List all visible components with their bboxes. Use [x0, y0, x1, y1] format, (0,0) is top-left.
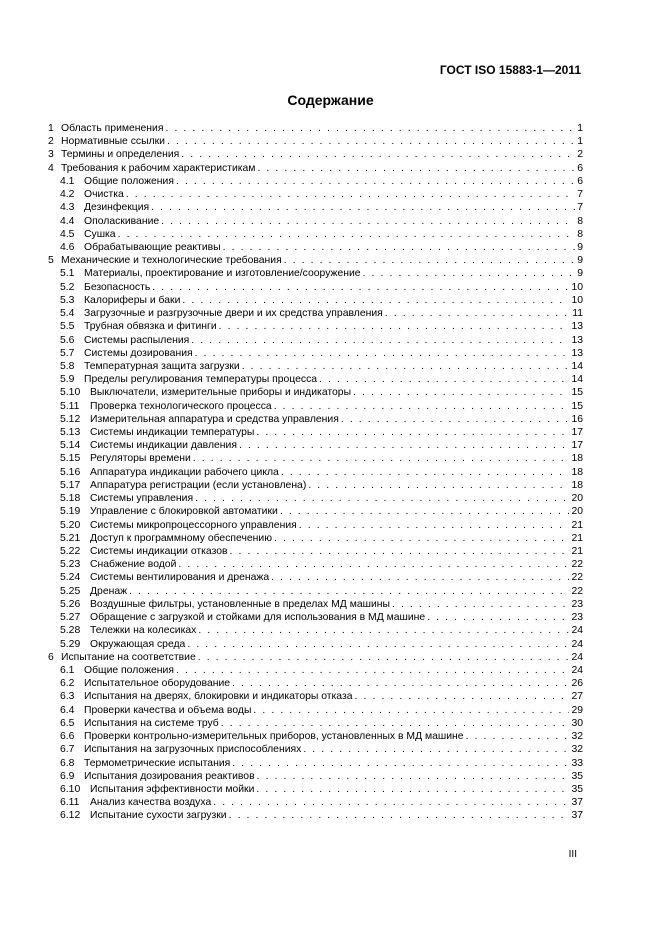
toc-entry-number: 5.20	[60, 519, 81, 531]
toc-dot-leader	[256, 426, 569, 439]
toc-entry-label: Нормативные ссылки	[61, 136, 165, 148]
toc-entry-page: 6	[577, 162, 583, 174]
toc-entry-number: 5.4	[60, 308, 75, 320]
toc-entry-page: 14	[571, 374, 583, 386]
toc-entry-number: 4.3	[60, 202, 75, 214]
toc-entry-label: Тележки на колесиках	[90, 625, 197, 637]
toc-entry-number: 5.27	[60, 612, 81, 624]
toc-entry-label: Дезинфекция	[84, 202, 150, 214]
toc-entry	[48, 254, 583, 267]
toc-dot-leader	[353, 386, 569, 399]
toc-entry	[48, 281, 583, 294]
toc-entry-page: 9	[577, 241, 583, 253]
toc-entry-label: Температурная защита загрузки	[84, 360, 240, 372]
toc-dot-leader	[176, 664, 569, 677]
toc-dot-leader	[182, 294, 569, 307]
toc-entry-number: 5.13	[60, 427, 81, 439]
toc-dot-leader	[319, 373, 569, 386]
toc-dot-leader	[363, 267, 576, 280]
toc-dot-leader	[219, 320, 570, 333]
toc-entry	[48, 717, 583, 730]
toc-entry-label: Испытания на системе труб	[84, 717, 219, 729]
toc-entry	[48, 492, 583, 505]
toc-entry-page: 2	[577, 149, 583, 161]
toc-entry-label: Измерительная аппаратура и средства управления	[90, 413, 339, 425]
toc-entry-label: Испытания на загрузочных приспособлениях	[84, 744, 302, 756]
toc-dot-leader	[221, 717, 570, 730]
toc-entry	[48, 148, 583, 161]
toc-entry-label: Ополаскивание	[84, 215, 160, 227]
toc-entry-label: Системы распыления	[84, 334, 190, 346]
toc-entry-number: 6.1	[60, 664, 75, 676]
toc-entry-page: 30	[571, 717, 583, 729]
toc-entry-number: 5.25	[60, 585, 81, 597]
toc-dot-leader	[213, 796, 569, 809]
toc-entry-page: 23	[571, 612, 583, 624]
toc-entry-label: Испытание сухости загрузки	[90, 810, 227, 822]
toc-entry	[48, 334, 583, 347]
toc-entry-label: Выключатели, измерительные приборы и индикаторы	[90, 387, 352, 399]
toc-entry-label: Механические и технологические требования	[61, 255, 282, 267]
toc-entry-number: 5.17	[60, 479, 81, 491]
toc-entry-label: Доступ к программному обеспечению	[90, 532, 272, 544]
toc-dot-leader	[181, 148, 575, 161]
toc-entry-label: Общие положения	[84, 175, 174, 187]
toc-entry-label: Проверки качества и объема воды	[84, 704, 252, 716]
toc-entry	[48, 770, 583, 783]
toc-entry	[48, 585, 583, 598]
toc-entry-number: 6.5	[60, 717, 75, 729]
toc-dot-leader	[274, 400, 570, 413]
toc-entry-label: Термины и определения	[61, 149, 180, 161]
toc-entry	[48, 267, 583, 280]
toc-dot-leader	[392, 598, 569, 611]
toc-dot-leader	[167, 135, 575, 148]
toc-entry-page: 32	[571, 744, 583, 756]
toc-entry	[48, 704, 583, 717]
toc-entry-number: 4.5	[60, 228, 75, 240]
toc-entry-number: 5.14	[60, 440, 81, 452]
toc-entry-number: 5.5	[60, 321, 75, 333]
toc-entry	[48, 360, 583, 373]
toc-entry-number: 5.23	[60, 559, 81, 571]
toc-entry-label: Испытания дозирования реактивов	[84, 770, 255, 782]
toc-dot-leader	[151, 201, 575, 214]
toc-entry-number: 5.15	[60, 453, 81, 465]
toc-entry-label: Окружающая среда	[90, 638, 186, 650]
toc-entry-label: Воздушные фильтры, установленные в пределах МД машины	[90, 598, 390, 610]
toc-entry-page: 14	[571, 360, 583, 372]
toc-entry	[48, 241, 583, 254]
toc-entry	[48, 122, 583, 135]
toc-entry-label: Испытания эффективности мойки	[90, 783, 255, 795]
toc-entry-label: Проверка технологического процесса	[90, 400, 272, 412]
toc-entry-page: 20	[571, 506, 583, 518]
toc-entry	[48, 307, 583, 320]
toc-entry	[48, 466, 583, 479]
toc-entry-label: Безопасность	[84, 281, 151, 293]
toc-dot-leader	[187, 638, 569, 651]
toc-dot-leader	[229, 809, 570, 822]
toc-entry-number: 4.4	[60, 215, 75, 227]
toc-entry	[48, 757, 583, 770]
toc-entry	[48, 452, 583, 465]
toc-dot-leader	[118, 228, 576, 241]
toc-entry-number: 5.7	[60, 347, 75, 359]
toc-entry-label: Трубная обвязка и фитинги	[84, 321, 217, 333]
toc-entry	[48, 624, 583, 637]
toc-dot-leader	[271, 571, 569, 584]
toc-entry-label: Область применения	[61, 123, 164, 134]
toc-entry-number: 5.6	[60, 334, 75, 346]
toc-entry-page: 26	[571, 678, 583, 690]
toc-entry	[48, 558, 583, 571]
toc-entry	[48, 347, 583, 360]
toc-entry-page: 6	[577, 175, 583, 187]
toc-entry-page: 18	[571, 466, 583, 478]
toc-entry-label: Дренаж	[90, 585, 128, 597]
toc-dot-leader	[257, 770, 570, 783]
toc-entry-label: Требования к рабочим характеристикам	[61, 162, 256, 174]
toc-entry-page: 29	[571, 704, 583, 716]
toc-entry-number: 6.2	[60, 678, 75, 690]
toc-dot-leader	[191, 334, 569, 347]
toc-entry	[48, 519, 583, 532]
toc-dot-leader	[223, 241, 576, 254]
toc-entry-number: 5.19	[60, 506, 81, 518]
toc-dot-leader	[303, 743, 569, 756]
toc-dot-leader	[165, 122, 575, 135]
toc-entry-page: 9	[577, 255, 583, 267]
toc-dot-leader	[198, 624, 569, 637]
toc-entry-page: 21	[571, 519, 583, 531]
toc-entry-label: Аппаратура регистрации (если установлена)	[90, 479, 307, 491]
toc-entry-page: 24	[571, 638, 583, 650]
toc-entry-page: 21	[571, 546, 583, 557]
toc-entry-page: 18	[571, 479, 583, 491]
toc-entry-label: Обращение с загрузкой и стойками для использования в МД машине	[90, 612, 426, 624]
toc-entry	[48, 611, 583, 624]
toc-entry-page: 21	[571, 532, 583, 544]
toc-dot-leader	[129, 585, 569, 598]
toc-entry	[48, 796, 583, 809]
toc-entry-number: 6	[48, 651, 54, 663]
toc-entry	[48, 532, 583, 545]
toc-entry-label: Системы индикации отказов	[90, 546, 228, 557]
toc-entry	[48, 545, 583, 558]
toc-entry-page: 35	[571, 770, 583, 782]
toc-entry-number: 5.2	[60, 281, 75, 293]
toc-entry-label: Системы индикации давления	[90, 440, 237, 452]
toc-entry-number: 4	[48, 162, 54, 174]
toc-entry-page: 8	[577, 215, 583, 227]
toc-entry-number: 5.3	[60, 294, 75, 306]
toc-entry	[48, 188, 583, 201]
toc-entry	[48, 386, 583, 399]
toc-entry	[48, 439, 583, 452]
toc-dot-leader	[281, 466, 570, 479]
toc-entry-page: 10	[571, 294, 583, 306]
toc-entry	[48, 571, 583, 584]
toc-entry-label: Пределы регулирования температуры процесса	[84, 374, 318, 386]
toc-entry	[48, 743, 583, 756]
toc-entry	[48, 201, 583, 214]
toc-entry	[48, 505, 583, 518]
toc-entry-number: 4.2	[60, 189, 75, 201]
document-code: ГОСТ ISO 15883-1—2011	[439, 63, 581, 77]
toc-entry-label: Системы управления	[90, 493, 194, 505]
toc-entry	[48, 373, 583, 386]
toc-entry-page: 37	[571, 797, 583, 809]
toc-entry-number: 5.22	[60, 546, 81, 557]
toc-dot-leader	[161, 215, 575, 228]
toc-entry-number: 5.24	[60, 572, 81, 584]
toc-entry	[48, 664, 583, 677]
toc-dot-leader	[232, 677, 569, 690]
toc-entry-number: 5.10	[60, 387, 81, 399]
toc-entry-number: 4.6	[60, 241, 75, 253]
toc-dot-leader	[198, 651, 570, 664]
toc-entry-page: 20	[571, 493, 583, 505]
toc-entry	[48, 677, 583, 690]
toc-entry-page: 13	[571, 321, 583, 333]
toc-entry	[48, 783, 583, 796]
toc-entry-page: 7	[577, 202, 583, 214]
toc-entry-number: 5.16	[60, 466, 81, 478]
toc-dot-leader	[230, 545, 570, 558]
toc-dot-leader	[232, 757, 569, 770]
toc-entry-page: 15	[571, 387, 583, 399]
toc-entry-number: 5.18	[60, 493, 81, 505]
toc-entry-page: 8	[577, 228, 583, 240]
toc-entry-page: 32	[571, 731, 583, 743]
toc-dot-leader	[195, 492, 569, 505]
toc-dot-leader	[466, 730, 570, 743]
toc-entry	[48, 320, 583, 333]
toc-entry-page: 22	[571, 559, 583, 571]
toc-dot-leader	[341, 413, 570, 426]
toc-entry-number: 5.11	[60, 400, 80, 412]
toc-entry	[48, 598, 583, 611]
toc-entry-page: 7	[577, 189, 583, 201]
toc-entry	[48, 162, 583, 175]
toc-entry-number: 5.1	[60, 268, 75, 280]
toc-entry-number: 6.9	[60, 770, 75, 782]
toc-entry-label: Проверки контрольно-измерительных приборов, установленных в МД машине	[84, 731, 464, 743]
toc-entry-page: 27	[571, 691, 583, 703]
toc-entry-page: 9	[577, 268, 583, 280]
table-of-contents	[48, 122, 583, 823]
toc-dot-leader	[284, 254, 575, 267]
toc-entry-page: 22	[571, 585, 583, 597]
toc-dot-leader	[176, 175, 575, 188]
toc-entry	[48, 413, 583, 426]
toc-entry	[48, 809, 583, 822]
toc-entry-number: 5.28	[60, 625, 81, 637]
toc-entry-page: 23	[571, 598, 583, 610]
toc-entry-number: 2	[48, 136, 54, 148]
toc-dot-leader	[239, 439, 569, 452]
toc-entry-label: Термометрические испытания	[84, 757, 231, 769]
toc-entry-number: 5	[48, 255, 54, 267]
toc-entry-page: 24	[571, 651, 583, 663]
toc-entry	[48, 175, 583, 188]
toc-entry	[48, 730, 583, 743]
toc-entry	[48, 215, 583, 228]
toc-entry	[48, 400, 583, 413]
toc-entry	[48, 651, 583, 664]
toc-entry-label: Анализ качества воздуха	[90, 797, 212, 809]
toc-entry-page: 33	[571, 757, 583, 769]
toc-dot-leader	[193, 452, 570, 465]
toc-entry-label: Испытательное оборудование	[84, 678, 231, 690]
toc-entry-label: Обрабатывающие реактивы	[84, 241, 221, 253]
toc-entry-number: 6.4	[60, 704, 75, 716]
toc-dot-leader	[256, 783, 569, 796]
page-title: Содержание	[287, 92, 374, 108]
toc-dot-leader	[308, 479, 569, 492]
toc-entry-label: Системы вентилирования и дренажа	[90, 572, 270, 584]
toc-entry-number: 5.12	[60, 413, 81, 425]
toc-entry-page: 24	[571, 625, 583, 637]
toc-entry-number: 6.8	[60, 757, 75, 769]
toc-entry-label: Испытание на соответствие	[61, 651, 196, 663]
toc-entry-page: 22	[571, 572, 583, 584]
toc-entry-number: 5.29	[60, 638, 81, 650]
toc-entry-label: Сушка	[84, 228, 116, 240]
toc-entry-label: Системы дозирования	[84, 347, 193, 359]
toc-dot-leader	[385, 307, 570, 320]
toc-entry-page: 13	[571, 347, 583, 359]
toc-dot-leader	[195, 347, 570, 360]
toc-entry	[48, 228, 583, 241]
toc-entry	[48, 135, 583, 148]
toc-dot-leader	[280, 505, 570, 518]
toc-dot-leader	[242, 360, 570, 373]
toc-entry-number: 5.9	[60, 374, 75, 386]
toc-entry-page: 10	[571, 281, 583, 293]
toc-entry-number: 3	[48, 149, 54, 161]
toc-entry-number: 6.3	[60, 691, 75, 703]
toc-entry-number: 5.26	[60, 598, 81, 610]
toc-entry-label: Системы индикации температуры	[90, 427, 255, 439]
toc-entry	[48, 479, 583, 492]
toc-entry-label: Калориферы и баки	[84, 294, 181, 306]
toc-dot-leader	[257, 162, 575, 175]
toc-entry-label: Испытания на дверях, блокировки и индикаторы отказа	[84, 691, 353, 703]
toc-dot-leader	[427, 611, 569, 624]
toc-entry-number: 6.7	[60, 744, 75, 756]
toc-entry-page: 35	[571, 783, 583, 795]
toc-entry-number: 6.12	[60, 810, 81, 822]
toc-entry-label: Очистка	[84, 189, 124, 201]
toc-entry-page: 37	[571, 810, 583, 822]
toc-entry-label: Загрузочные и разгрузочные двери и их средства управления	[84, 308, 383, 320]
toc-entry-label: Общие положения	[84, 664, 174, 676]
toc-entry-page: 1	[577, 136, 583, 148]
toc-entry-page: 11	[572, 308, 583, 320]
toc-dot-leader	[253, 704, 569, 717]
toc-entry-label: Снабжение водой	[90, 559, 177, 571]
toc-entry-page: 16	[571, 413, 583, 425]
toc-entry-page: 24	[571, 664, 583, 676]
toc-entry-page: 15	[571, 400, 583, 412]
toc-dot-leader	[126, 188, 575, 201]
toc-entry	[48, 638, 583, 651]
toc-entry-page: 13	[571, 334, 583, 346]
toc-entry-label: Регуляторы времени	[90, 453, 191, 465]
toc-entry-page: 1	[577, 123, 583, 134]
toc-dot-leader	[355, 690, 570, 703]
toc-entry-number: 6.6	[60, 731, 75, 743]
toc-dot-leader	[299, 519, 570, 532]
toc-entry-number: 1	[48, 123, 54, 134]
toc-entry-label: Аппаратура индикации рабочего цикла	[90, 466, 279, 478]
toc-entry-page: 17	[571, 440, 583, 452]
toc-entry-label: Управление с блокировкой автоматики	[90, 506, 278, 518]
toc-entry-number: 6.11	[60, 797, 80, 809]
toc-entry-label: Системы микропроцессорного управления	[90, 519, 297, 531]
toc-entry-number: 5.21	[60, 532, 81, 544]
toc-entry-label: Материалы, проектирование и изготовление/сооружение	[84, 268, 361, 280]
toc-entry-number: 4.1	[60, 175, 75, 187]
toc-dot-leader	[178, 558, 569, 571]
toc-entry-number: 5.8	[60, 360, 75, 372]
toc-entry	[48, 690, 583, 703]
toc-entry	[48, 426, 583, 439]
toc-dot-leader	[274, 532, 569, 545]
toc-dot-leader	[152, 281, 569, 294]
toc-entry-page: 17	[571, 427, 583, 439]
toc-entry-page: 18	[571, 453, 583, 465]
toc-entry	[48, 294, 583, 307]
page-number: III	[568, 849, 577, 860]
toc-entry-number: 6.10	[60, 783, 81, 795]
